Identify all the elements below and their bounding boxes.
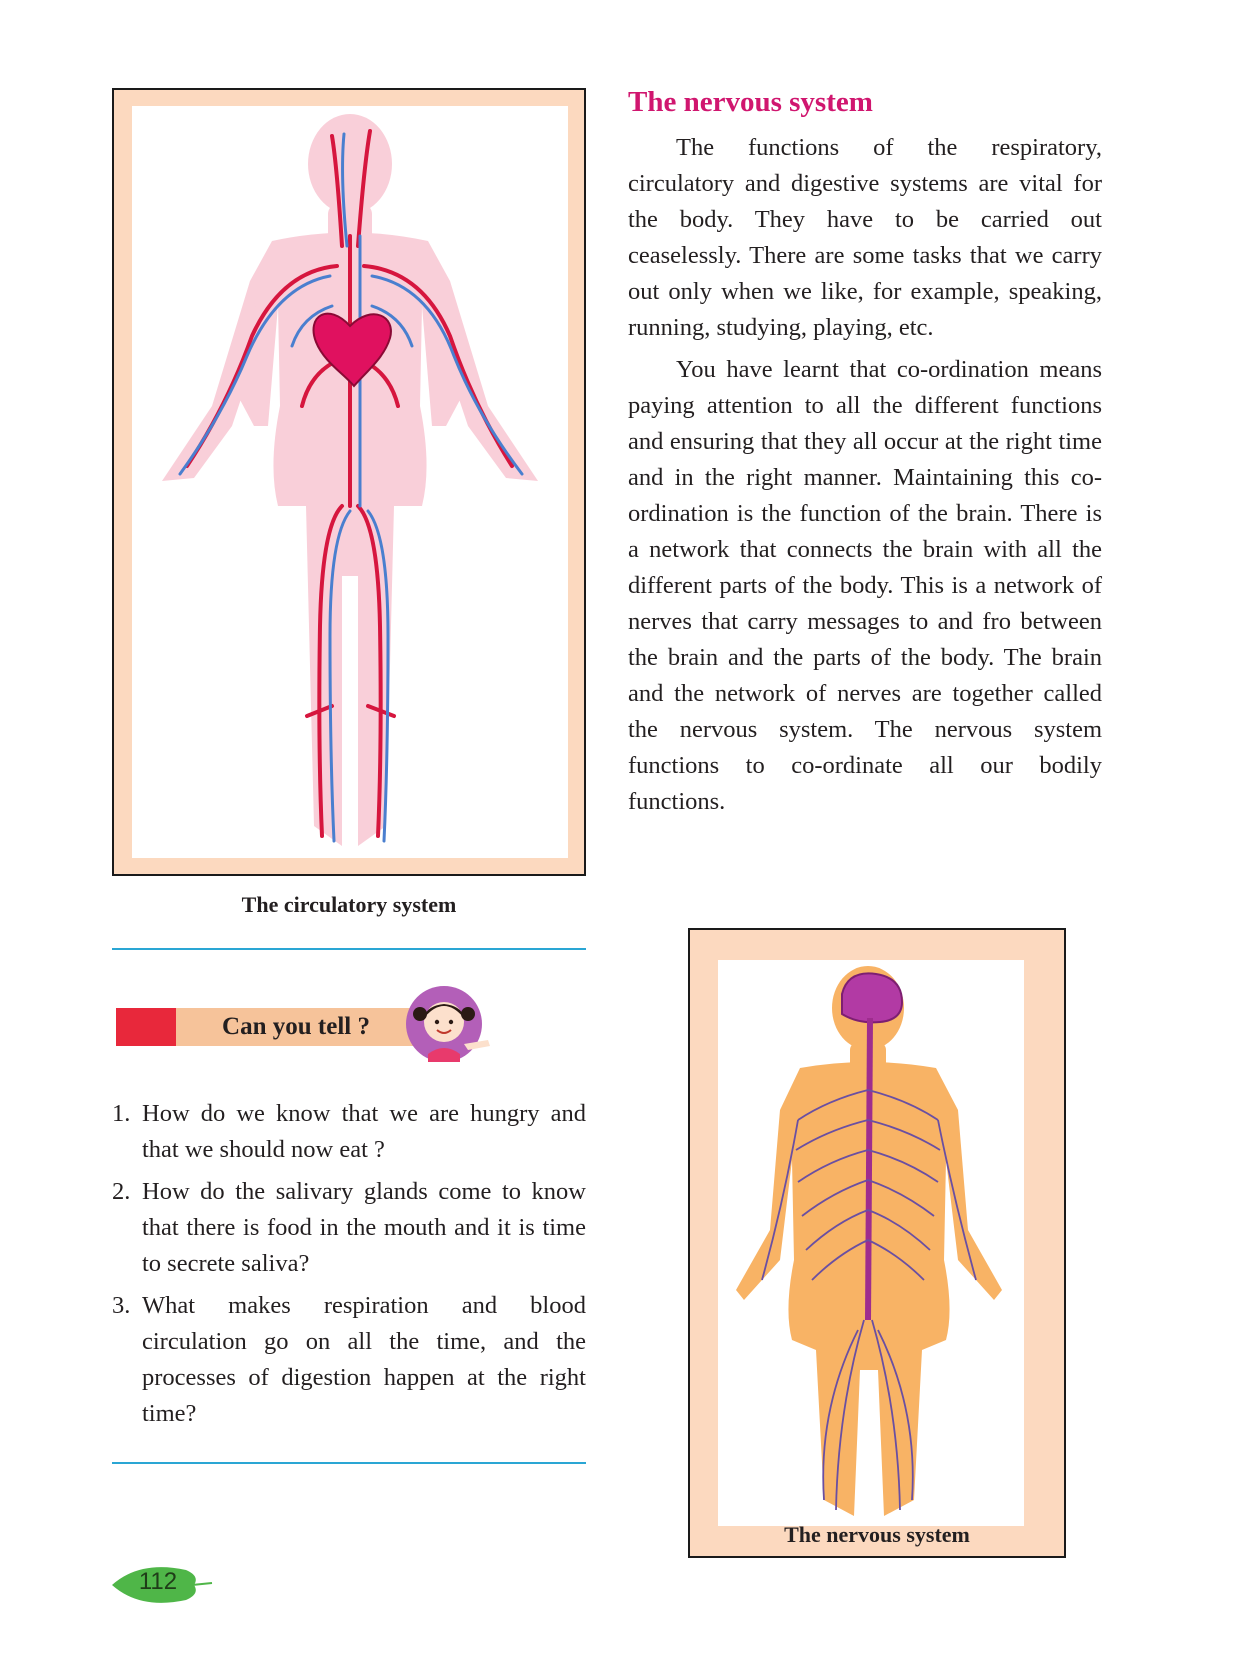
paragraph: The functions of the respiratory, circulatory and digestive systems are vital for the body. They have to be carried out ceaselessly. There are some tasks that we carry out only when we like, for example, speaking, running, studying, playing, etc. (628, 134, 1102, 341)
question-text: How do the salivary glands come to know that there is food in the mouth and it is time to secrete saliva? (142, 1178, 586, 1277)
question-item (112, 1096, 586, 1168)
circulatory-figure-frame (112, 88, 586, 876)
nervous-figure (718, 960, 1024, 1526)
section-title: The nervous system (628, 86, 873, 118)
question-text: What makes respiration and blood circulation go on all the time, and the processes of digestion happen at the right time? (142, 1292, 586, 1427)
nervous-caption: The nervous system (784, 1522, 970, 1547)
circulatory-figure (132, 106, 568, 858)
can-you-tell-heading: Can you tell ? (222, 1013, 370, 1040)
brain-icon (842, 973, 902, 1022)
girl-mascot-icon (404, 984, 496, 1064)
divider-bottom (112, 1462, 586, 1464)
circulatory-illustration (132, 106, 568, 858)
question-text: How do we know that we are hungry and that we should now eat ? (142, 1100, 586, 1163)
question-item (112, 1174, 586, 1282)
divider-top (112, 948, 586, 950)
question-number: 2. (112, 1178, 131, 1205)
question-number: 1. (112, 1100, 131, 1127)
nervous-figure-frame (688, 928, 1066, 1558)
paragraph: You have learnt that co-ordination means paying attention to all the different functions and ensuring that they all occur at the right time and in the right manner. Maintaining this co-ordination is the function of the brain. There is a network that connects the brain with all the different parts of the body. This is a network of nerves that carry messages to and fro between the brain and the parts of the body. The brain and the network of nerves are together called the nervous system. The nervous system functions to co-ordinate all our bodily functions. (628, 356, 1102, 815)
question-number: 3. (112, 1292, 131, 1319)
circulatory-caption: The circulatory system (241, 892, 457, 917)
question-list (112, 1096, 586, 1438)
page-number: 112 (138, 1568, 178, 1595)
question-item (112, 1288, 586, 1432)
nervous-illustration (718, 960, 1024, 1526)
